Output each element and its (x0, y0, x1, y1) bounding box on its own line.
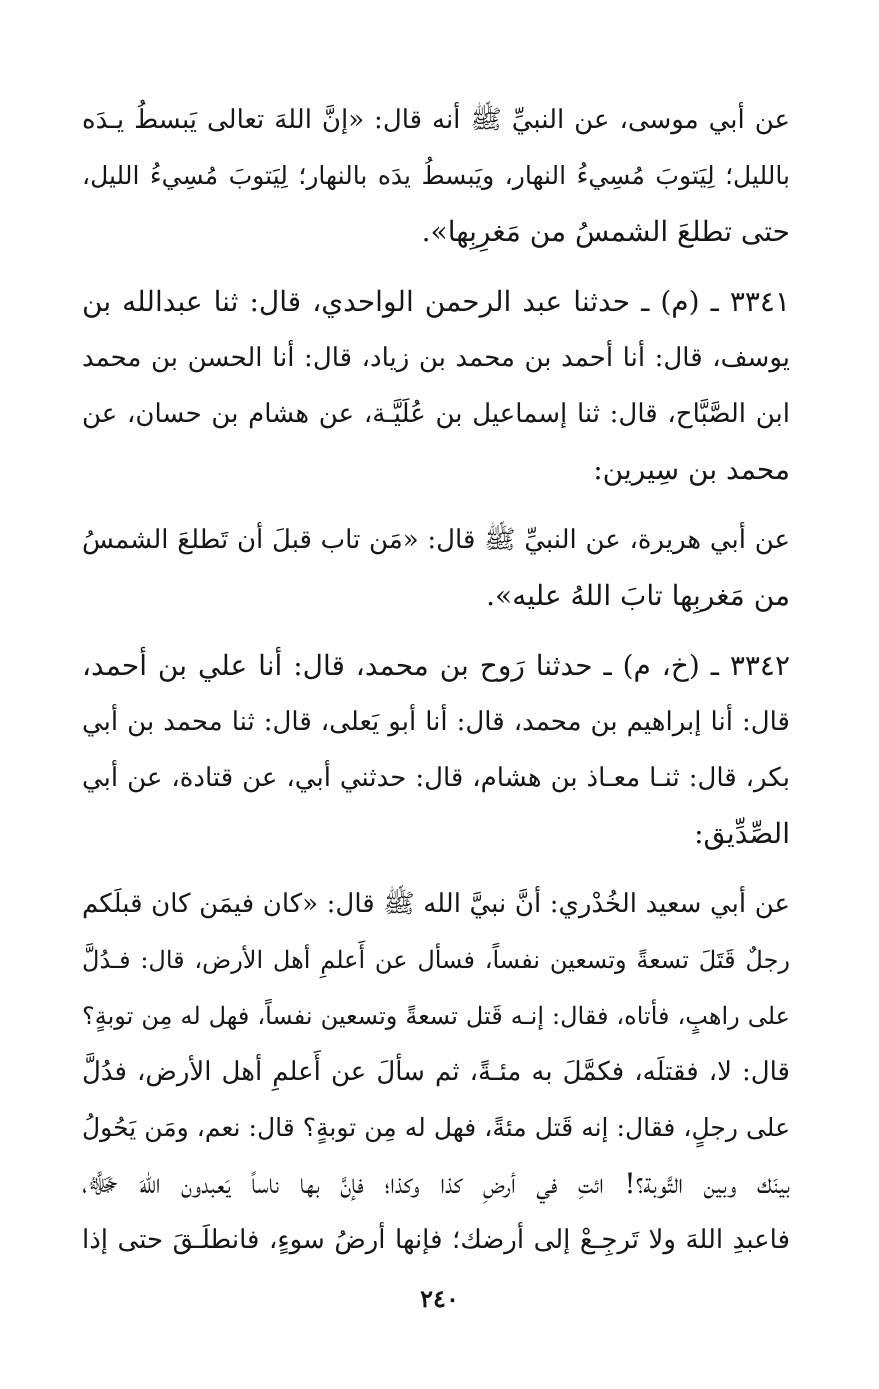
text-line: على رجلٍ، فقال: إنه قَتل مئةً، فهل له مِن توبةٍ؟ قال: نعم، ومَن يَحُولُ (82, 1113, 790, 1142)
text-line: حتى تطلعَ الشمسُ من مَغرِبِها». (421, 215, 790, 248)
text-line: عن أبي هريرة، عن النبيِّ ﷺ قال: «مَن تاب قبلَ أن تَطلعَ الشمسُ (82, 525, 790, 555)
text-line: رجلٌ قَتَلَ تسعةً وتسعين نفساً، فسأل عن أَعلمِ أهل الأرض، قال: فـدُلَّ (82, 946, 790, 974)
text-line: ٣٣٤٢ ـ (خ، م) ـ حدثنا رَوح بن محمد، قال: أنا علي بن أحمد، (82, 649, 790, 682)
text-line: الصِّدِّيق: (694, 817, 790, 850)
paragraph-abu-musa-hadith (82, 92, 790, 260)
paragraph-isnad-3342 (82, 638, 790, 862)
text-line: بينَك وبين التَّوبة؟! ائتِ في أرضِ كذا وكذا؛ فإنَّ بها ناساً يَعبدون اللهَ ﷻ، (82, 1167, 790, 1200)
text-line: يوسف، قال: أنا أحمد بن محمد بن زياد، قال: أنا الحسن بن محمد (82, 343, 790, 373)
text-line: عن أبي سعيد الخُدْري: أنَّ نبيَّ الله ﷺ قال: «كان فيمَن كان قبلَكم (82, 889, 790, 919)
text-line: عن أبي موسى، عن النبيِّ ﷺ أنه قال: «إنَّ اللهَ تعالى يَبسطُ يـدَه (82, 105, 790, 135)
page-body-text (82, 92, 790, 1268)
text-line: قال: لا، فقتلَه، فكمَّلَ به مئـةً، ثم سألَ عن أَعلمِ أهل الأرض، فدُلَّ (82, 1057, 790, 1087)
text-line: فاعبدِ اللهَ ولا تَرجِـعْ إلى أرضك؛ فإنها أرضُ سوءٍ، فانطلَـقَ حتى إذا (82, 1225, 790, 1255)
text-line: بالليل؛ لِيَتوبَ مُسِيءُ النهار، ويَبسطُ يدَه بالنهار؛ لِيَتوبَ مُسِيءُ الليل، (82, 161, 790, 190)
paragraph-isnad-3341 (82, 274, 790, 498)
text-line: من مَغربِها تابَ اللهُ عليه». (486, 579, 790, 612)
page-number: ٢٤٠ (420, 1284, 459, 1313)
text-line: بكر، قال: ثنـا معـاذ بن هشام، قال: حدثني أبي، عن قتادة، عن أبي (82, 763, 790, 793)
paragraph-abu-hurairah-hadith (82, 512, 790, 624)
text-line: قال: أنا إبراهيم بن محمد، قال: أنا أبو يَعلى، قال: ثنا محمد بن أبي (82, 707, 790, 737)
text-line: ٣٣٤١ ـ (م) ـ حدثنا عبد الرحمن الواحدي، قال: ثنا عبدالله بن (82, 285, 790, 318)
text-line: على راهبٍ، فأتاه، فقال: إنـه قَتل تسعةً وتسعين نفساً، فهل له مِن توبةٍ؟ (82, 1002, 790, 1030)
text-line: ابن الصَّبَّاح، قال: ثنا إسماعيل بن عُلَيَّـة، عن هشام بن حسان، عن (82, 399, 790, 429)
paragraph-abu-said-hadith (82, 876, 790, 1268)
text-line: محمد بن سِيرين: (593, 453, 790, 486)
